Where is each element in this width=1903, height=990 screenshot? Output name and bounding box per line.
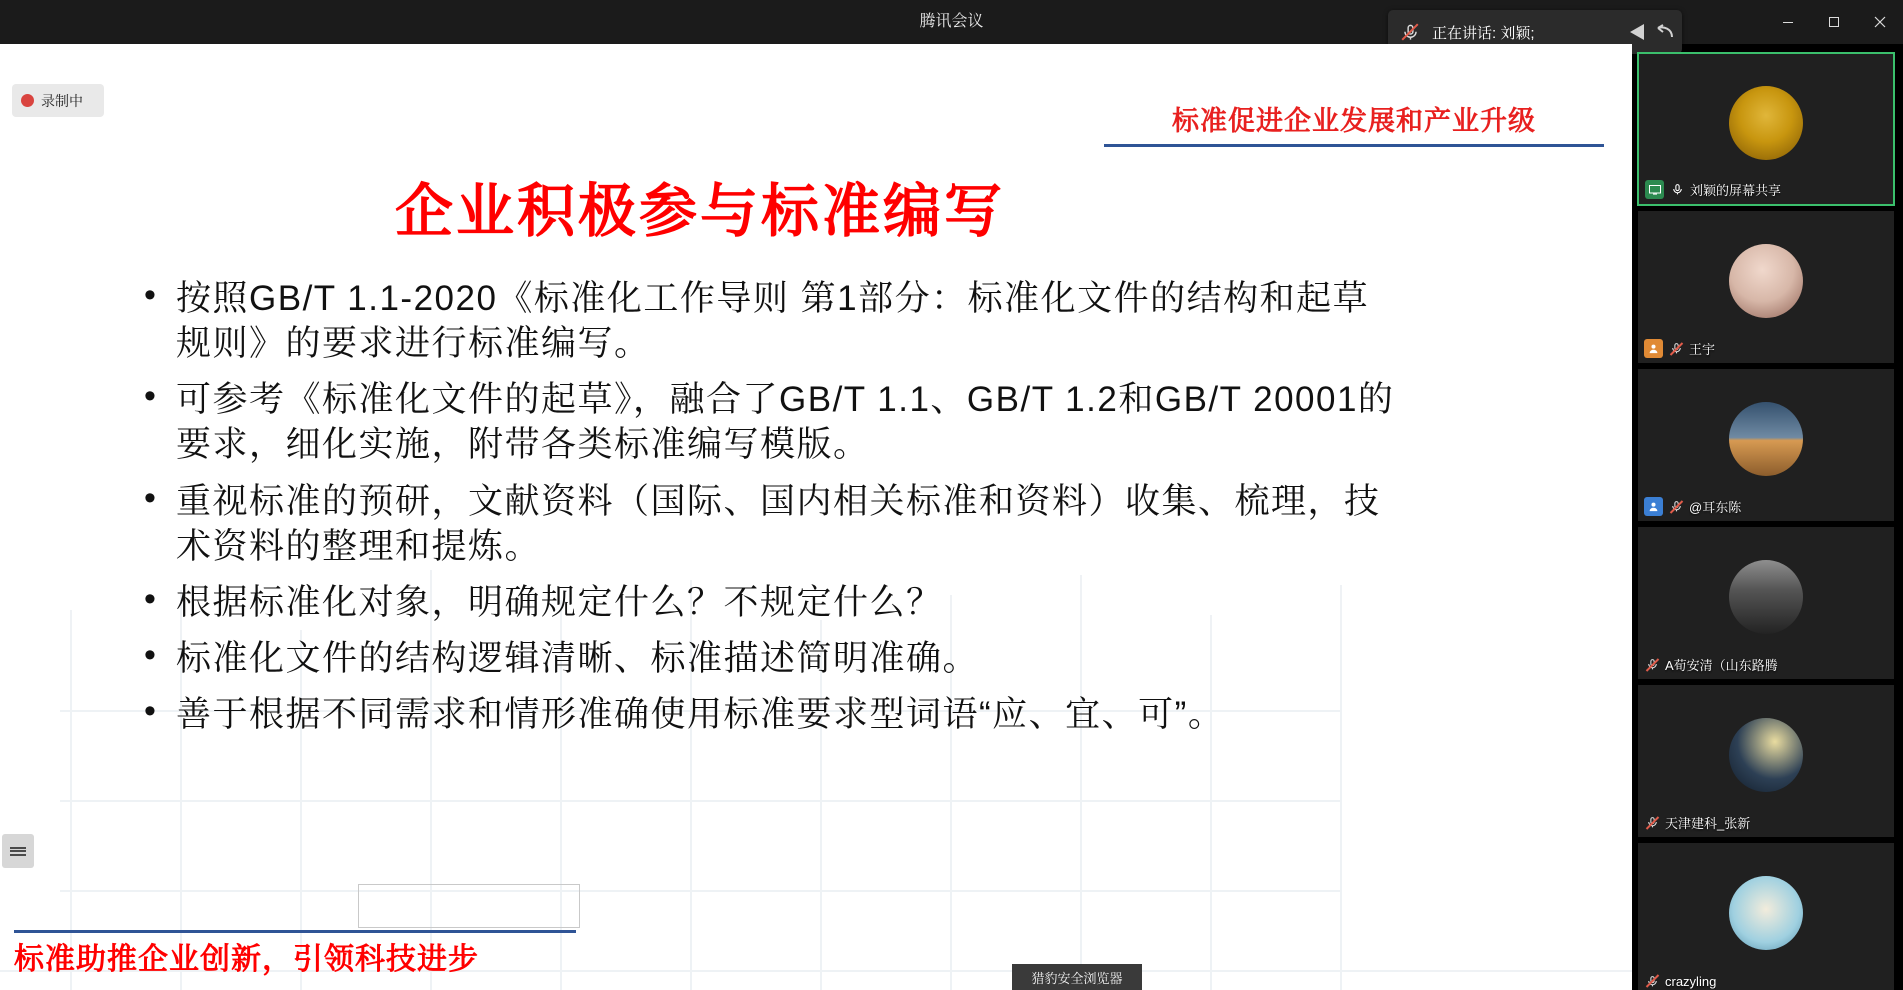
slide-bullet-list xyxy=(140,276,1400,748)
mic-muted-icon xyxy=(1644,814,1660,832)
window-title: 腾讯会议 xyxy=(919,13,984,30)
avatar xyxy=(1729,876,1803,950)
slide-header: 标准促进企业发展和产业升级 xyxy=(1104,99,1604,147)
participant-tile[interactable] xyxy=(1637,526,1895,680)
list-icon xyxy=(10,845,26,857)
participant-name: 天津建科_张新 xyxy=(1665,816,1751,831)
recording-badge xyxy=(12,84,104,117)
restore-icon[interactable] xyxy=(1811,0,1857,44)
active-speaker-label: 正在讲话: 刘颖; xyxy=(1432,24,1535,42)
window-controls xyxy=(1765,0,1903,44)
avatar xyxy=(1729,718,1803,792)
list-item: • 按照GB/T 1.1-2020《标准化工作导则 第1部分：标准化文件的结构和起草规则》的要求进行标准编写。 xyxy=(140,276,1400,366)
participant-name: A荀安清（山东路腾 xyxy=(1665,658,1778,673)
list-item: • 标准化文件的结构逻辑清晰、标准描述简明准确。 xyxy=(140,636,1400,681)
tile-info xyxy=(1645,180,1781,199)
tile-info xyxy=(1644,497,1741,516)
slide-list-toggle-button[interactable] xyxy=(2,834,34,868)
participant-name: crazyling xyxy=(1665,973,1717,989)
participant-tile[interactable] xyxy=(1637,842,1895,990)
mic-muted-icon xyxy=(1668,340,1684,358)
list-item: • 善于根据不同需求和情形准确使用标准要求型词语“应、宜、可”。 xyxy=(140,692,1400,737)
user-badge-icon xyxy=(1644,339,1663,358)
tile-info xyxy=(1644,972,1716,990)
avatar xyxy=(1729,560,1803,634)
avatar xyxy=(1729,244,1803,318)
footer-divider xyxy=(14,930,576,933)
tile-info xyxy=(1644,655,1778,674)
avatar xyxy=(1729,402,1803,476)
mic-on-icon xyxy=(1669,181,1685,199)
collapse-icon[interactable] xyxy=(1626,22,1648,42)
participant-strip[interactable] xyxy=(1637,52,1899,990)
participant-name: 王宇 xyxy=(1689,342,1716,357)
list-item: • 重视标准的预研，文献资料（国际、国内相关标准和资料）收集、梳理，技术资料的整理和提炼。 xyxy=(140,479,1400,569)
list-item: • 可参考《标准化文件的起草》，融合了GB/T 1.1、GB/T 1.2和GB/T 20001的要求，细化实施，附带各类标准编写模版。 xyxy=(140,377,1400,467)
participant-tile[interactable] xyxy=(1637,52,1895,206)
shared-screen[interactable] xyxy=(0,44,1632,990)
presentation-slide xyxy=(0,44,1632,990)
tile-info xyxy=(1644,339,1715,358)
browser-label: 猎豹安全浏览器 xyxy=(1031,970,1123,986)
slide-placeholder-box xyxy=(358,884,580,928)
slide-footer: 标准助推企业创新，引领科技进步 xyxy=(14,943,479,976)
record-dot-icon xyxy=(21,94,34,107)
taskbar-browser-item[interactable] xyxy=(1012,964,1142,990)
recording-label: 录制中 xyxy=(41,92,83,109)
user-badge-icon xyxy=(1644,497,1663,516)
screen-share-icon xyxy=(1645,180,1664,199)
participant-tile[interactable] xyxy=(1637,368,1895,522)
participant-tile[interactable] xyxy=(1637,210,1895,364)
avatar xyxy=(1729,86,1803,160)
participant-tile[interactable] xyxy=(1637,684,1895,838)
tile-info xyxy=(1644,813,1750,832)
participant-name: @耳东陈 xyxy=(1689,500,1742,515)
close-icon[interactable] xyxy=(1857,0,1903,44)
undo-arrow-icon[interactable] xyxy=(1654,22,1676,42)
list-item: • 根据标准化对象，明确规定什么？不规定什么？ xyxy=(140,580,1400,625)
mic-muted-icon xyxy=(1668,498,1684,516)
minimize-icon[interactable] xyxy=(1765,0,1811,44)
mic-muted-icon xyxy=(1644,656,1660,674)
mic-muted-icon xyxy=(1644,972,1660,990)
participant-name: 刘颖的屏幕共享 xyxy=(1690,183,1782,198)
slide-title: 企业积极参与标准编写 xyxy=(394,179,1005,244)
